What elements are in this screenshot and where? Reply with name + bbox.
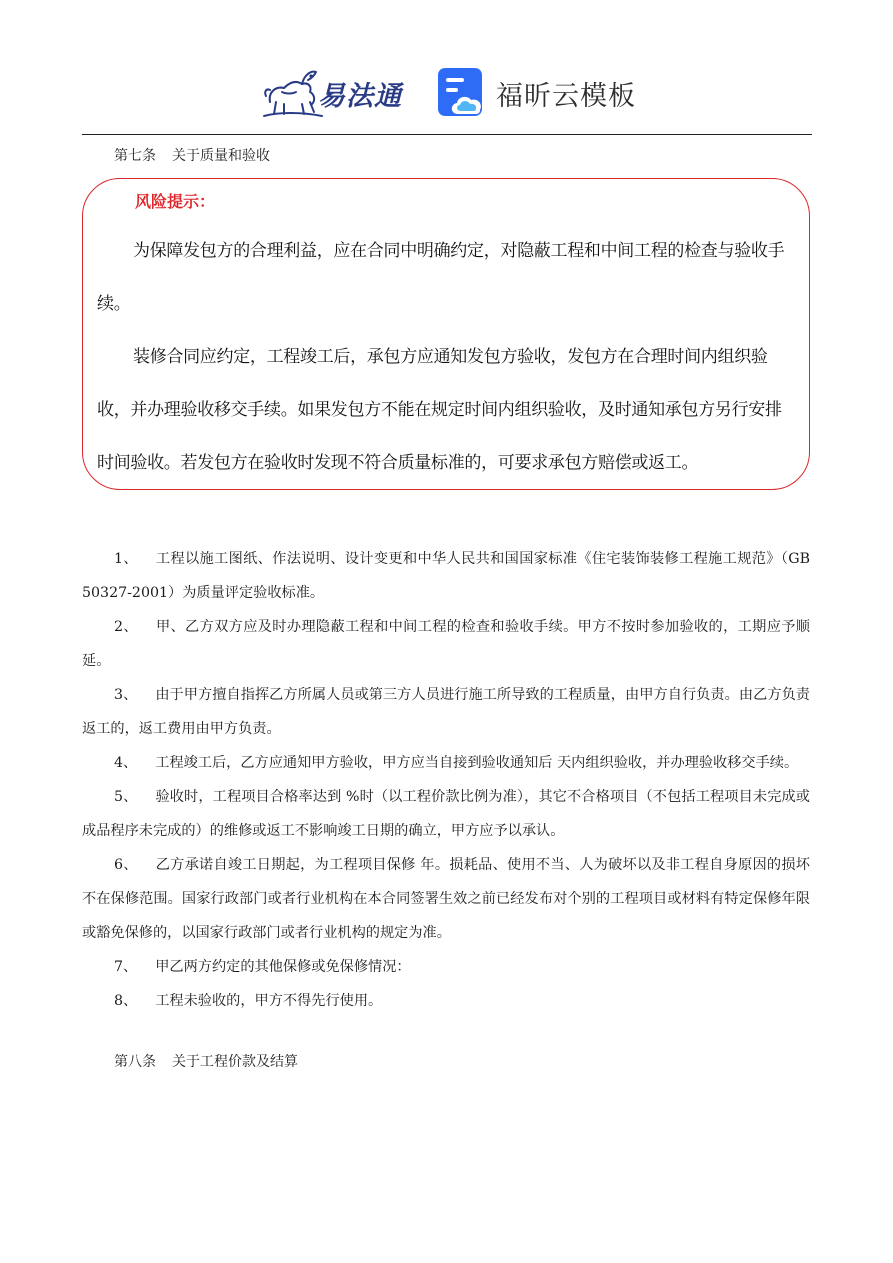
risk-paragraph: 为保障发包方的合理利益，应在合同中明确约定，对隐蔽工程和中间工程的检查与验收手续。 [97,241,785,314]
fuxin-logo-text: 福昕云模板 [496,81,636,112]
clause-number: 3、 [114,687,138,703]
risk-paragraph: 装修合同应约定，工程竣工后，承包方应通知发包方验收，发包方在合理时间内组织验收，并办理验收移交手续。如果发包方不能在规定时间内组织验收，及时通知承包方另行安排时间验收。若发包方在验收时发现不符合质量标准的，可要求承包方赔偿或返工。 [97,347,782,473]
article-8-title: 关于工程价款及结算 [172,1054,298,1070]
clause-text: 验收时，工程项目合格率达到 %时（以工程价款比例为准），其它不合格项目（不包括工程项目未完成或成品程序未完成的）的维修或返工不影响竣工日期的确立，甲方应予以承认。 [82,789,810,839]
clause-number: 6、 [114,857,138,873]
clause-item [82,848,810,950]
article-8-number: 第八条 [114,1054,156,1070]
clause-item [82,780,810,848]
fuxin-logo [436,66,656,118]
article-7-heading [114,146,270,166]
clause-number: 2、 [114,619,138,635]
clause-text: 工程未验收的，甲方不得先行使用。 [155,993,383,1009]
qilin-icon [262,62,324,118]
clause-number: 5、 [114,789,138,805]
clause-number: 7、 [114,959,138,975]
header-divider [82,134,812,135]
clause-text: 甲乙两方约定的其他保修或免保修情况： [155,959,411,975]
clause-number: 1、 [114,551,138,567]
yifatong-logo-text: 易法通 [318,81,402,112]
clause-text: 甲、乙方双方应及时办理隐蔽工程和中间工程的检查和验收手续。甲方不按时参加验收的，工期应予顺延。 [82,619,810,669]
risk-warning-box [82,178,810,490]
clause-number: 8、 [114,993,138,1009]
cloud-document-icon [436,66,488,118]
clause-text: 工程以施工图纸、作法说明、设计变更和中华人民共和国国家标准《住宅装饰装修工程施工规范》（GB 50327-2001）为质量评定验收标准。 [82,551,810,601]
article-8-heading [114,1052,298,1072]
clause-item [82,746,810,780]
clause-item [82,678,810,746]
clause-item [82,984,810,1018]
clause-text: 乙方承诺自竣工日期起，为工程项目保修 年。损耗品、使用不当、人为破坏以及非工程自身原因的损坏不在保修范围。国家行政部门或者行业机构在本合同签署生效之前已经发布对个别的工程项目或材料有特定保修年限或豁免保修的，以国家行政部门或者行业机构的规定为准。 [82,857,810,941]
clause-number: 4、 [114,755,138,771]
clause-item [82,950,810,984]
article-7-title: 关于质量和验收 [172,148,270,164]
clause-item [82,542,810,610]
risk-warning-title: 风险提示： [135,192,216,211]
clause-text: 由于甲方擅自指挥乙方所属人员或第三方人员进行施工所导致的工程质量，由甲方自行负责。由乙方负责返工的，返工费用由甲方负责。 [82,687,810,737]
clause-list [82,542,810,1018]
article-7-number: 第七条 [114,148,156,164]
yifatong-logo [262,62,412,118]
clause-item [82,610,810,678]
page-header [0,0,893,135]
clause-text: 工程竣工后，乙方应通知甲方验收，甲方应当自接到验收通知后 天内组织验收，并办理验收移交手续。 [155,755,799,771]
